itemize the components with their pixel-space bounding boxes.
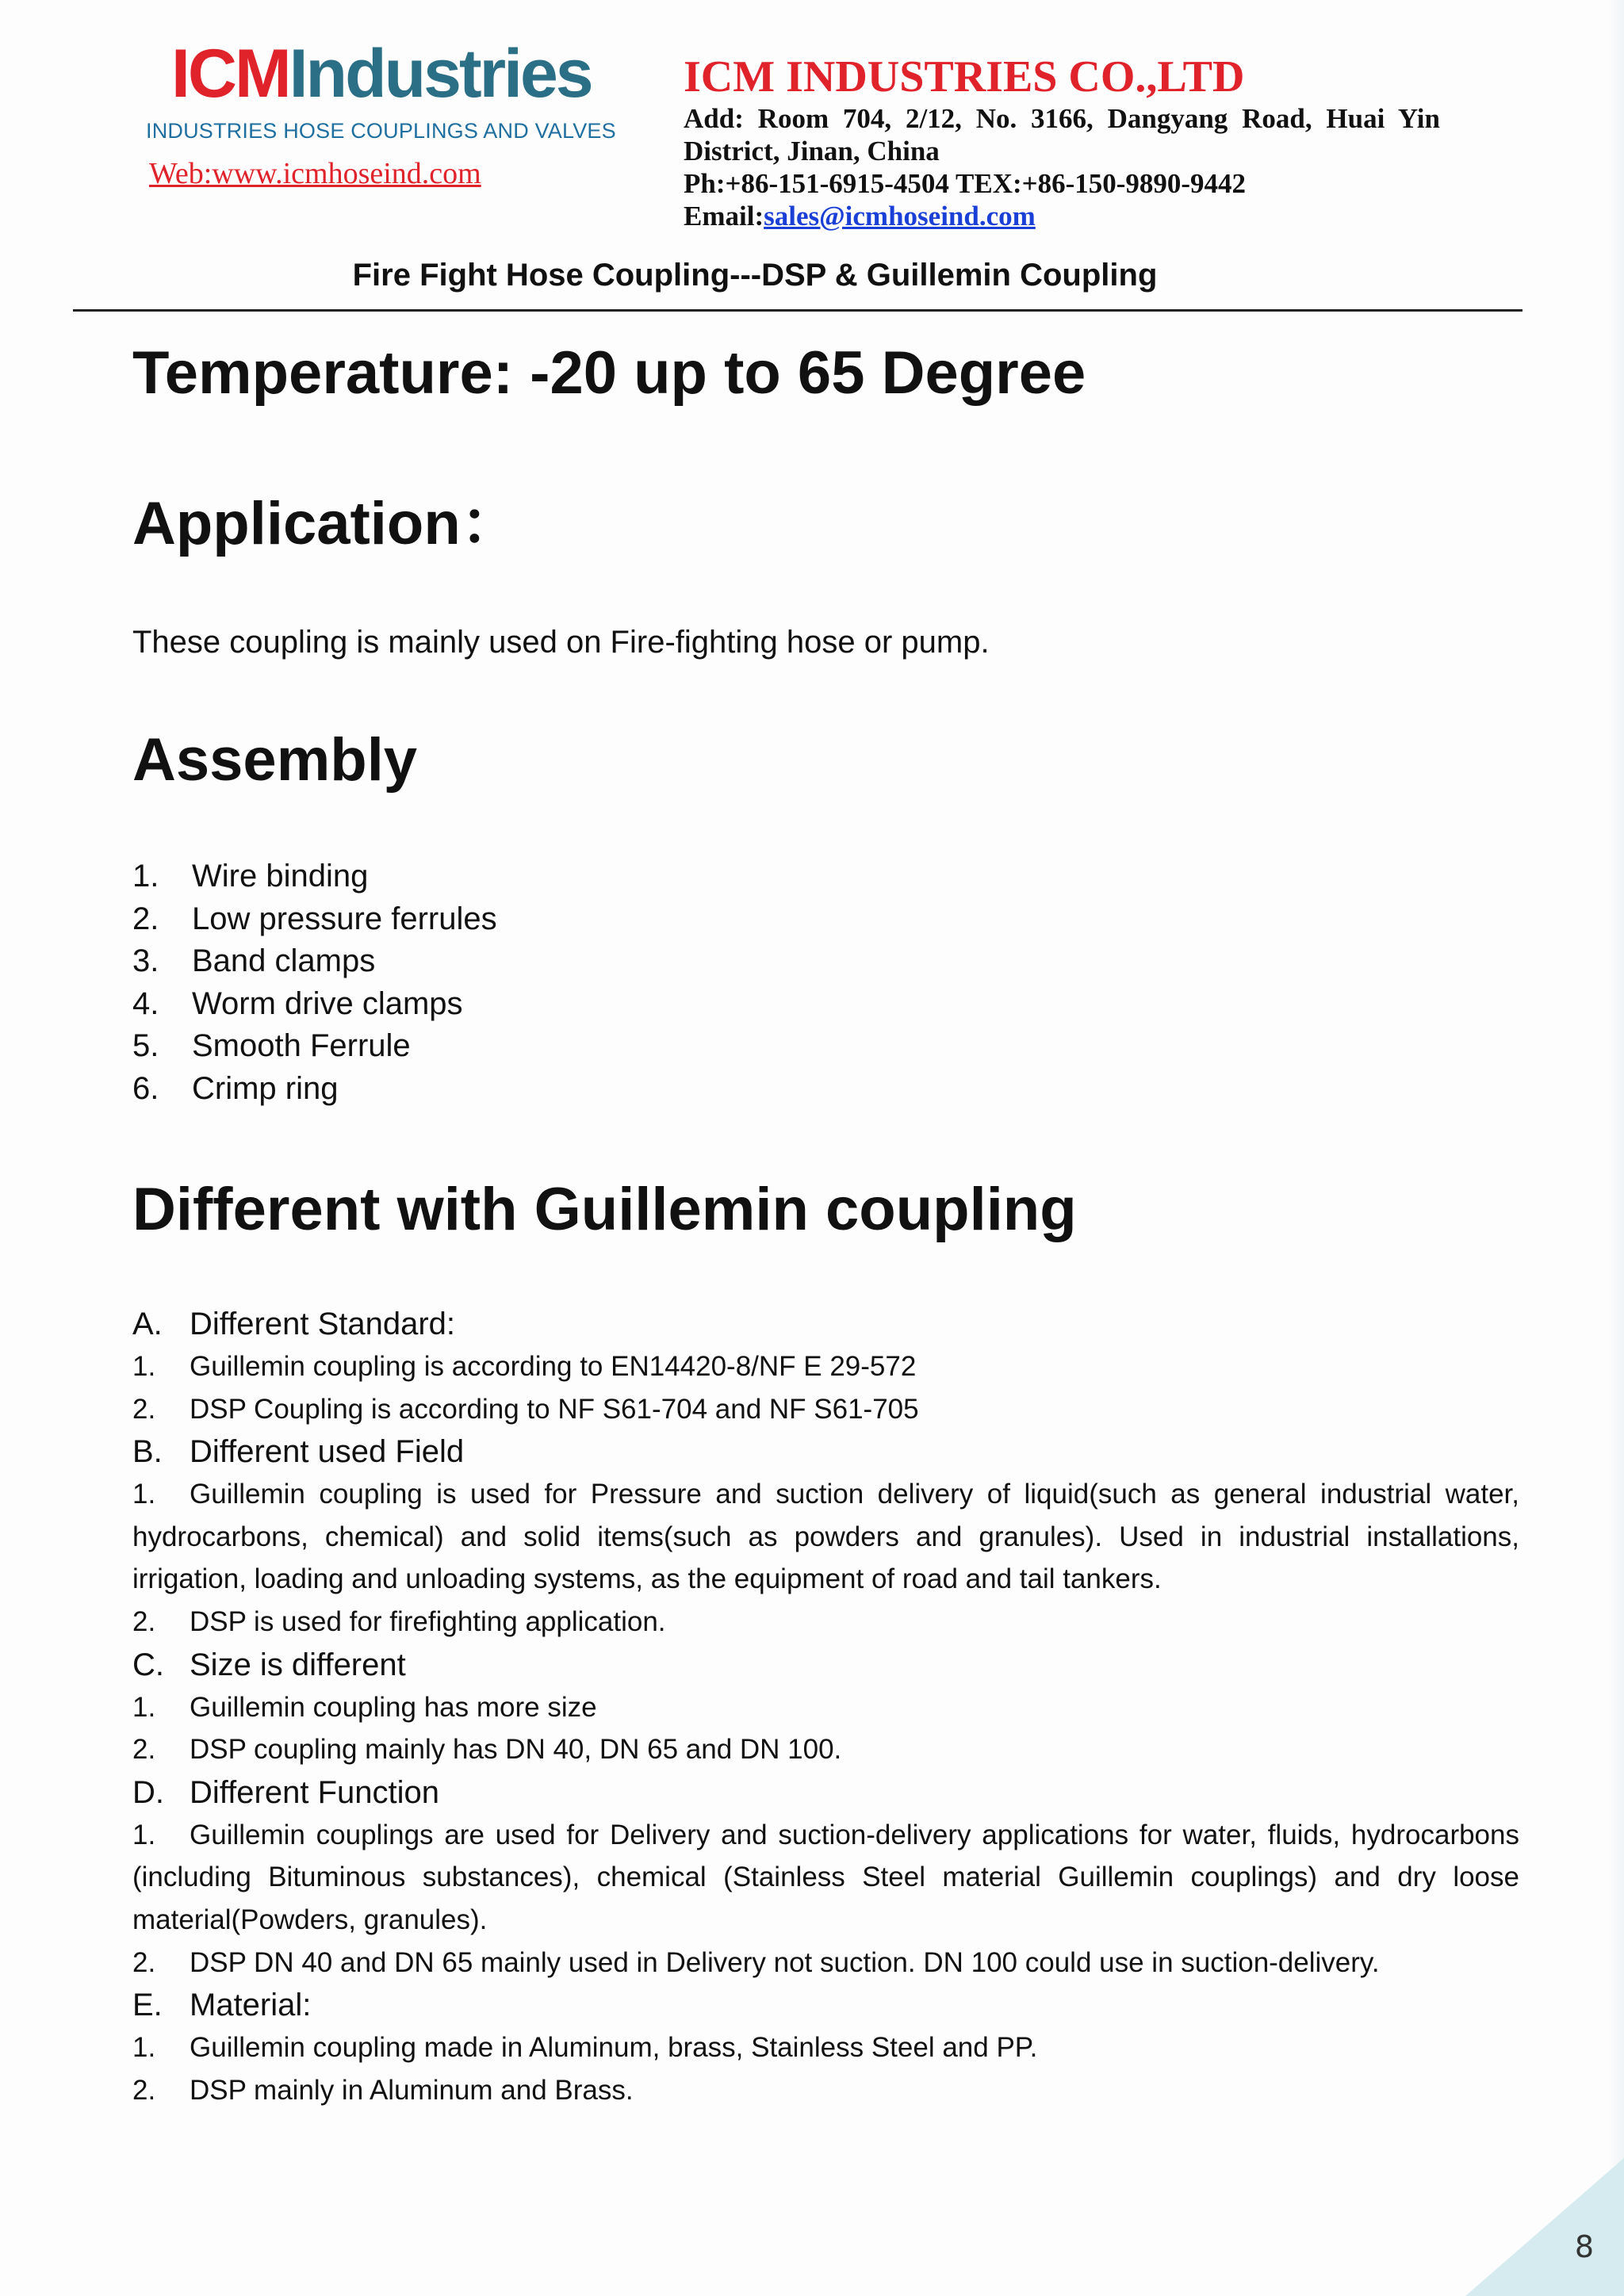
differences-list	[132, 1303, 1519, 2111]
difference-category	[132, 1771, 1519, 1814]
point-number: 1.	[132, 1819, 156, 1850]
assembly-item-text: Low pressure ferrules	[192, 901, 497, 936]
document-title: Fire Fight Hose Coupling---DSP & Guillemin Coupling	[352, 258, 1158, 293]
assembly-item	[132, 983, 497, 1026]
point-number: 2.	[132, 2074, 156, 2106]
point-text: Guillemin coupling has more size	[190, 1691, 597, 1723]
difference-category	[132, 1644, 1519, 1686]
email-line	[684, 200, 1440, 232]
difference-point	[132, 1345, 1519, 1388]
assembly-item	[132, 1025, 497, 1068]
category-title: Size is different	[190, 1647, 406, 1682]
assembly-item-text: Smooth Ferrule	[192, 1028, 411, 1064]
assembly-item-number: 6.	[132, 1070, 159, 1106]
address-line-2: District, Jinan, China	[684, 136, 940, 166]
assembly-item	[132, 855, 497, 898]
difference-point	[132, 2069, 1519, 2112]
point-text: Guillemin couplings are used for Delivery and suction-delivery applications for water, fluids, hydrocarbons (including Bituminous substances), chemical (Stainless Steel material Guillemin couplings) and dry loose material(Powders, granules).	[132, 1819, 1519, 1935]
difference-point	[132, 1814, 1519, 1942]
point-text: Guillemin coupling is according to EN14420-8/NF E 29-572	[190, 1351, 917, 1382]
point-number: 1.	[132, 1479, 156, 1510]
difference-category	[132, 1430, 1519, 1473]
difference-category	[132, 1303, 1519, 1345]
point-text: DSP Coupling is according to NF S61-704 and NF S61-705	[190, 1393, 919, 1425]
application-text: These coupling is mainly used on Fire-fighting hose or pump.	[132, 625, 990, 660]
point-number: 2.	[132, 1605, 156, 1637]
point-text: DSP mainly in Aluminum and Brass.	[190, 2074, 634, 2106]
point-text: Guillemin coupling made in Aluminum, brass, Stainless Steel and PP.	[190, 2032, 1038, 2064]
assembly-item-number: 3.	[132, 943, 159, 979]
assembly-item	[132, 1068, 497, 1111]
phone-line: Ph:+86-151-6915-4504 TEX:+86-150-9890-9442	[684, 168, 1247, 199]
difference-point	[132, 1388, 1519, 1431]
category-letter: B.	[132, 1434, 163, 1470]
category-title: Material:	[190, 1988, 312, 2023]
assembly-item-text: Crimp ring	[192, 1070, 339, 1106]
logo-icm-text: ICM	[171, 36, 289, 112]
difference-point	[132, 1728, 1519, 1771]
assembly-item-text: Wire binding	[192, 859, 369, 894]
company-logo	[171, 36, 592, 112]
header-divider	[73, 309, 1522, 312]
category-letter: A.	[132, 1307, 163, 1341]
point-number: 2.	[132, 1946, 156, 1978]
assembly-item-number: 4.	[132, 985, 159, 1021]
address-line-1: Add: Room 704, 2/12, No. 3166, Dangyang Road, Huai Yin	[684, 103, 1440, 134]
point-number: 2.	[132, 1393, 156, 1425]
email-link[interactable]: sales@icmhoseind.com	[764, 201, 1036, 232]
assembly-item-number: 1.	[132, 859, 159, 894]
difference-category	[132, 1984, 1519, 2026]
point-text: DSP DN 40 and DN 65 mainly used in Delivery not suction. DN 100 could use in suction-delivery.	[190, 1946, 1380, 1978]
differences-heading: Different with Guillemin coupling	[132, 1176, 1077, 1243]
page-number: 8	[1574, 2229, 1594, 2264]
category-title: Different Standard:	[190, 1307, 456, 1341]
category-title: Different used Field	[190, 1434, 465, 1470]
page-edge-shade	[1608, 0, 1624, 2296]
category-letter: C.	[132, 1647, 164, 1682]
difference-point	[132, 2026, 1519, 2069]
temperature-heading: Temperature: -20 up to 65 Degree	[132, 339, 1086, 407]
point-text: Guillemin coupling is used for Pressure and suction delivery of liquid(such as general industrial water, hydrocarbons, chemical) and solid items(such as powders and granules). Used in industrial installations, irrigation, loading and unloading systems, as the equipment of road and tail tankers.	[132, 1479, 1519, 1595]
corner-decoration	[1465, 2158, 1624, 2296]
point-text: DSP is used for firefighting application.	[190, 1605, 666, 1637]
difference-point	[132, 1686, 1519, 1729]
assembly-item-text: Band clamps	[192, 943, 376, 979]
category-title: Different Function	[190, 1774, 439, 1810]
assembly-item-number: 2.	[132, 901, 159, 936]
assembly-item	[132, 898, 497, 941]
category-letter: E.	[132, 1988, 163, 2023]
difference-point	[132, 1601, 1519, 1644]
point-number: 2.	[132, 1734, 156, 1766]
company-name: ICM INDUSTRIES CO.,LTD	[684, 52, 1245, 101]
assembly-item	[132, 940, 497, 983]
logo-tagline: INDUSTRIES HOSE COUPLINGS AND VALVES	[146, 119, 616, 143]
difference-point	[132, 1942, 1519, 1984]
contact-block	[684, 102, 1440, 232]
assembly-heading: Assembly	[132, 726, 418, 794]
assembly-item-text: Worm drive clamps	[192, 985, 463, 1021]
assembly-item-number: 5.	[132, 1028, 159, 1064]
point-number: 1.	[132, 1691, 156, 1723]
point-number: 1.	[132, 2032, 156, 2064]
application-heading: Application：	[132, 490, 521, 557]
assembly-list	[132, 855, 497, 1111]
logo-industries-text: Industries	[289, 36, 592, 112]
category-letter: D.	[132, 1774, 164, 1810]
email-label: Email:	[684, 201, 764, 232]
website-link[interactable]: Web:www.icmhoseind.com	[149, 157, 481, 190]
point-number: 1.	[132, 1351, 156, 1382]
difference-point	[132, 1473, 1519, 1601]
point-text: DSP coupling mainly has DN 40, DN 65 and DN 100.	[190, 1734, 842, 1766]
